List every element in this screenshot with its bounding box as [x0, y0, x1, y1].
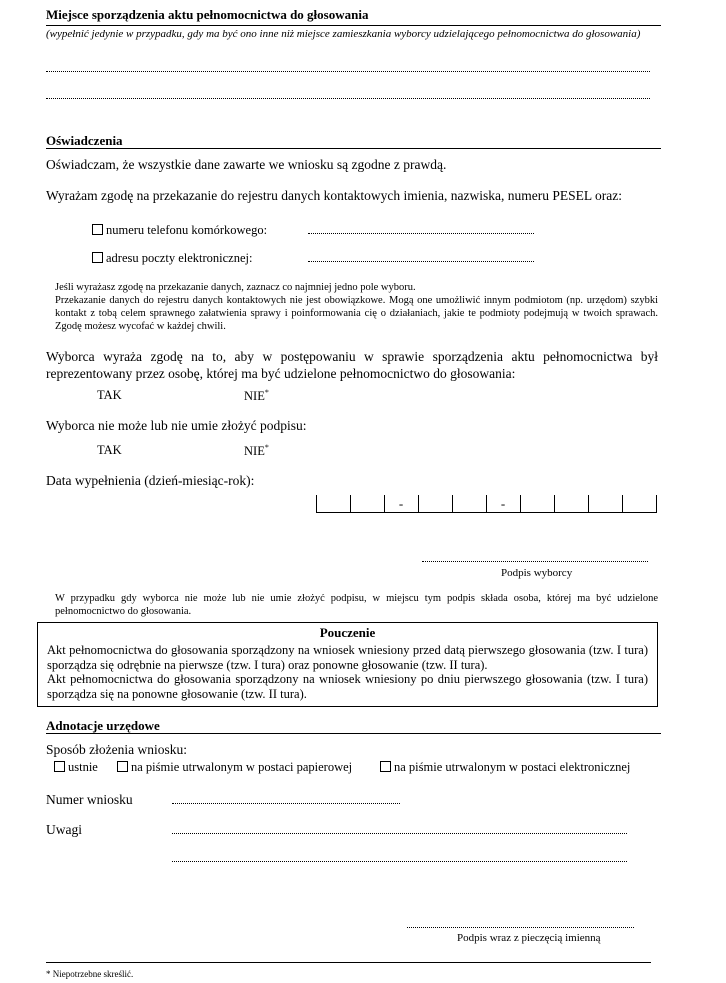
consent-info-1: Jeśli wyrażasz zgodę na przekazanie danych, zaznacz co najmniej jedno pole wyboru.: [55, 282, 416, 293]
place-section-title: Miejsce sporządzenia aktu pełnomocnictwa do głosowania: [46, 7, 369, 22]
official-signature-line[interactable]: [407, 927, 634, 928]
email-checkbox[interactable]: [92, 252, 103, 263]
represent-no-asterisk: *: [264, 388, 269, 397]
method-oral: [54, 760, 98, 775]
method-oral-checkbox[interactable]: [54, 761, 65, 772]
declaration-text: Oświadczam, że wszystkie dane zawarte we wniosku są zgodne z prawdą.: [46, 157, 447, 172]
footnote-rule: [46, 962, 651, 963]
option-email-label: adresu poczty elektronicznej:: [106, 251, 253, 265]
date-cell-9[interactable]: [588, 495, 589, 512]
phone-input-line[interactable]: [308, 233, 534, 234]
date-cell-4[interactable]: [418, 495, 419, 512]
date-cell-10[interactable]: [622, 495, 623, 512]
remarks-label: Uwagi: [46, 822, 82, 837]
place-line-2[interactable]: [46, 98, 650, 99]
option-phone: [92, 223, 267, 238]
statements-title: Oświadczenia: [46, 133, 123, 148]
phone-checkbox[interactable]: [92, 224, 103, 235]
instruction-box: [37, 622, 658, 707]
date-cell-end: [656, 495, 657, 512]
date-cell-8[interactable]: [554, 495, 555, 512]
date-separator-2: -: [500, 496, 506, 511]
option-email: [92, 251, 252, 266]
sign-no[interactable]: [244, 443, 269, 459]
remarks-line-2[interactable]: [172, 861, 627, 862]
method-electronic-label: na piśmie utrwalonym w postaci elektronicznej: [394, 760, 631, 774]
date-cell-7[interactable]: [520, 495, 521, 512]
option-phone-label: numeru telefonu komórkowego:: [106, 223, 268, 237]
represent-yes[interactable]: TAK: [97, 388, 122, 402]
voter-signature-label: Podpis wyborcy: [501, 567, 573, 579]
method-electronic-checkbox[interactable]: [380, 761, 391, 772]
date-field[interactable]: [316, 495, 657, 513]
consent-info-2: Przekazanie danych do rejestru danych kontaktowych nie jest obowiązkowe. Mogą one umożliwić innym podmiotom (np. urzędom) szybki kontakt z tobą celem sprawnego załatwienia sprawy i poinformowania cię o działaniach, jakie te podmioty podejmują w twoich sprawach. Zgodę możesz wycofać w każdej chwili.: [55, 295, 658, 332]
method-paper: [117, 760, 352, 775]
footnote: * Niepotrzebne skreślić.: [46, 969, 134, 979]
number-input-line[interactable]: [172, 803, 400, 804]
sign-yes[interactable]: TAK: [97, 443, 122, 457]
represent-no-label: NIE: [244, 389, 265, 404]
consent-text: Wyrażam zgodę na przekazanie do rejestru danych kontaktowych imienia, nazwiska, numeru PESEL oraz:: [46, 188, 622, 203]
place-title-rule: [46, 25, 661, 26]
email-input-line[interactable]: [308, 261, 534, 262]
official-title: Adnotacje urzędowe: [46, 718, 160, 733]
statements-title-rule: [46, 148, 661, 149]
official-title-rule: [46, 733, 661, 734]
method-paper-label: na piśmie utrwalonym w postaci papierowej: [131, 760, 353, 774]
instruction-title: Pouczenie: [319, 625, 376, 640]
represent-question: Wyborca wyraża zgodę na to, aby w postępowaniu w sprawie sporządzenia aktu pełnomocnictwa był reprezentowany przez osobę, której ma być udzielone pełnomocnictwo do głosowania:: [46, 349, 658, 381]
instruction-text-2: Akt pełnomocnictwa do głosowania sporządzony na wniosek wniesiony po dniu pierwszego głosowania (tzw. I tura) sporządza się na ponowne głosowanie (tzw. II tura).: [47, 672, 648, 701]
sign-no-asterisk: *: [264, 443, 269, 452]
sign-no-label: NIE: [244, 444, 265, 459]
voter-signature-line[interactable]: [422, 561, 648, 562]
date-cell-5[interactable]: [452, 495, 453, 512]
instruction-text-1: Akt pełnomocnictwa do głosowania sporządzony na wniosek wniesiony przed datą pierwszego głosowania (tzw. I tura) sporządza się odrębnie na pierwsze (tzw. I tura) oraz ponowne głosowanie (tzw. II tura).: [47, 643, 648, 672]
place-line-1[interactable]: [46, 71, 650, 72]
date-label: Data wypełnienia (dzień-miesiąc-rok):: [46, 473, 255, 488]
represent-no[interactable]: [244, 388, 269, 404]
method-oral-label: ustnie: [68, 760, 98, 774]
date-cell-2[interactable]: [350, 495, 351, 512]
method-electronic: [380, 760, 630, 775]
method-label: Sposób złożenia wniosku:: [46, 742, 187, 757]
sign-question: Wyborca nie może lub nie umie złożyć podpisu:: [46, 418, 307, 433]
date-cell-1[interactable]: [316, 495, 317, 512]
place-note: (wypełnić jedynie w przypadku, gdy ma być ono inne niż miejsce zamieszkania wyborcy udzielającego pełnomocnictwa do głosowania): [46, 28, 641, 40]
signature-note: W przypadku gdy wyborca nie może lub nie umie złożyć podpisu, w miejscu tym podpis składa osoba, której ma być udzielone pełnomocnictwo do głosowania.: [55, 593, 658, 617]
date-separator-1: -: [398, 496, 404, 511]
method-paper-checkbox[interactable]: [117, 761, 128, 772]
number-label: Numer wniosku: [46, 792, 133, 807]
remarks-line-1[interactable]: [172, 833, 627, 834]
official-signature-label: Podpis wraz z pieczęcią imienną: [457, 932, 601, 944]
